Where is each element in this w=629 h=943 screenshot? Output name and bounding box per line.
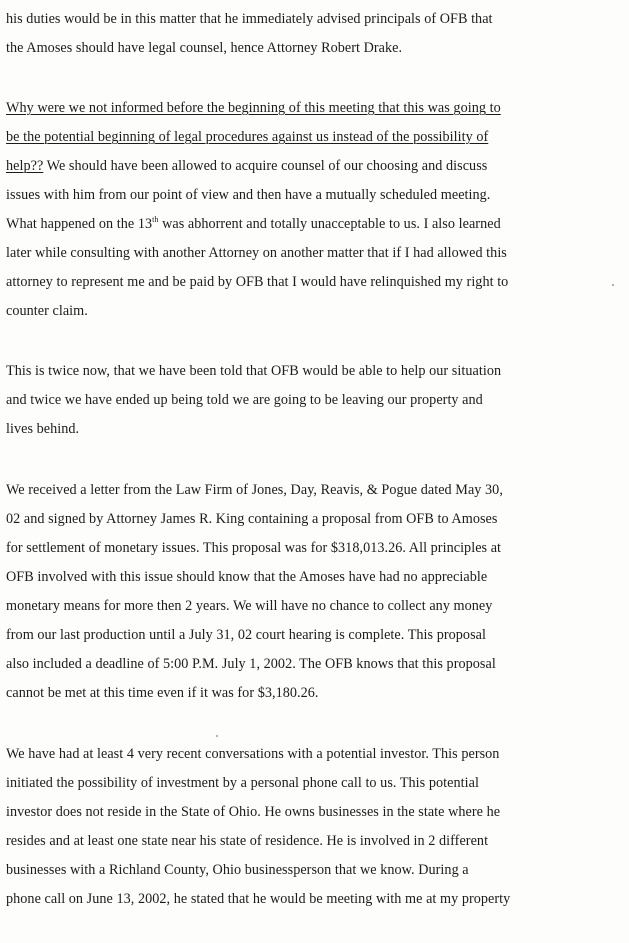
text-line: for settlement of monetary issues. This proposal was for $318,013.26. All principles at [6,540,502,556]
text-line-underlined: be the potential beginning of legal procedures against us instead of the possibility of [6,129,489,145]
text-line: and twice we have ended up being told we are going to be leaving our property and [6,392,483,408]
text-span: We should have been allowed to acquire counsel of our choosing and discuss [43,158,488,174]
text-line: We have had at least 4 very recent conversations with a potential investor. This person [6,746,500,762]
text-line: resides and at least one state near his state of residence. He is involved in 2 different [6,833,489,849]
text-line: OFB involved with this issue should know that the Amoses have had no appreciable [6,569,488,585]
text-line: the Amoses should have legal counsel, hence Attorney Robert Drake. [6,40,403,56]
text-line: also included a deadline of 5:00 P.M. July 1, 2002. The OFB knows that this proposal [6,656,496,672]
text-line: from our last production until a July 31, 02 court hearing is complete. This proposal [6,627,486,643]
scan-speck [612,284,614,286]
scan-speck [216,735,218,737]
text-span: What happened on the 13 [6,216,153,232]
text-line: his duties would be in this matter that he immediately advised principals of OFB that [6,11,493,27]
text-line: attorney to represent me and be paid by OFB that I would have relinquished my right to [6,274,509,290]
text-line: We received a letter from the Law Firm of Jones, Day, Reavis, & Pogue dated May 30, [6,482,503,498]
text-line [6,157,623,175]
text-span: was abhorrent and totally unacceptable to us. I also learned [158,216,501,232]
text-line: 02 and signed by Attorney James R. King containing a proposal from OFB to Amoses [6,511,498,527]
text-line: lives behind. [6,421,80,437]
text-line: counter claim. [6,303,88,319]
text-line: initiated the possibility of investment by a personal phone call to us. This potential [6,775,479,791]
text-line-underlined: Why were we not informed before the beginning of this meeting that this was going to [6,100,501,116]
text-line: phone call on June 13, 2002, he stated that he would be meeting with me at my property [6,891,511,907]
text-line: later while consulting with another Attorney on another matter that if I had allowed this [6,245,507,261]
text-line: cannot be met at this time even if it was for $3,180.26. [6,685,319,701]
text-line: monetary means for more then 2 years. We will have no chance to collect any money [6,598,493,614]
text-line: issues with him from our point of view and then have a mutually scheduled meeting. [6,187,491,203]
text-line: investor does not reside in the State of Ohio. He owns businesses in the state where he [6,804,501,820]
text-line: businesses with a Richland County, Ohio businessperson that we know. During a [6,862,469,878]
text-line [6,215,623,233]
underlined-text: help?? [6,158,44,174]
text-line: This is twice now, that we have been told that OFB would be able to help our situation [6,363,502,379]
ordinal-suffix: th [152,215,159,224]
